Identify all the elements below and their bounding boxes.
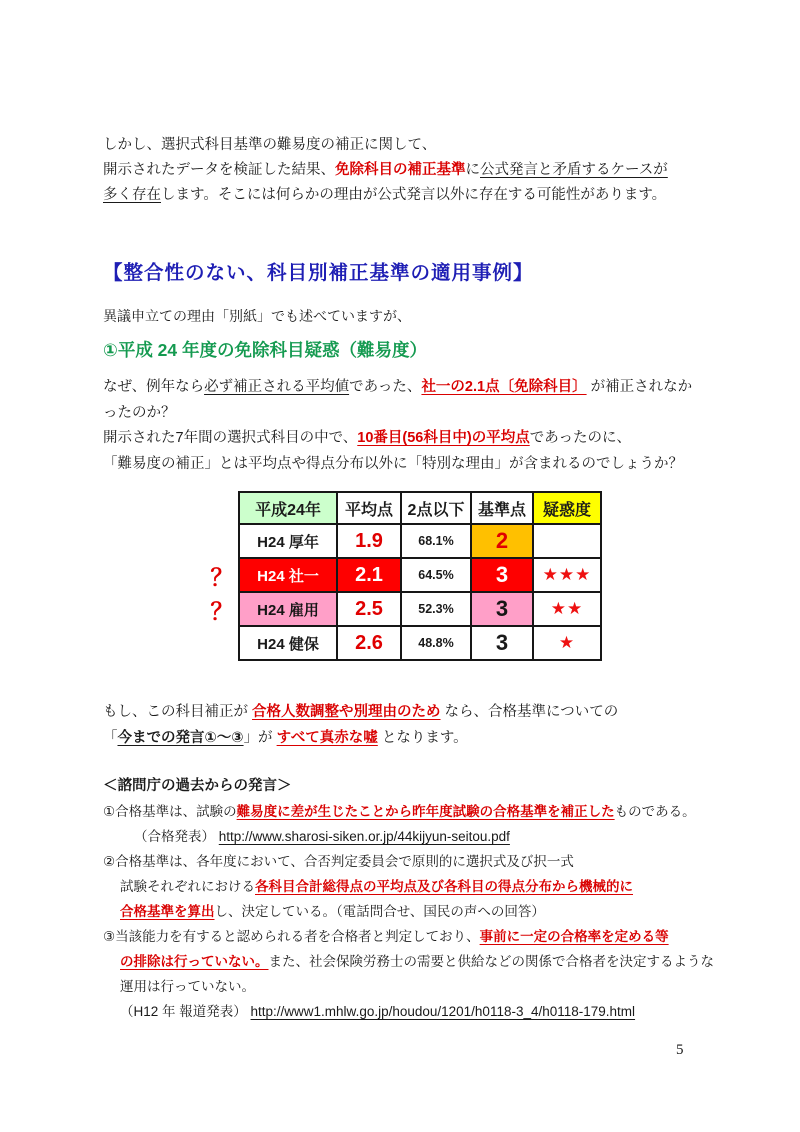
text-line xyxy=(103,158,703,183)
text-segment: 各科目合計総得点の平均点及び各科目の得点分布から機械的に xyxy=(255,879,633,894)
text-line xyxy=(103,375,703,401)
link-url[interactable]: http://www1.mhlw.go.jp/houdou/1201/h0118-3_4/h0118-179.html xyxy=(250,1004,636,1019)
cell-suspicion-stars xyxy=(533,524,601,558)
text-segment: が補正されなか xyxy=(586,379,693,395)
cell-suspicion-stars: ★★★ xyxy=(533,558,601,592)
cell-subject: H24 社一 xyxy=(239,558,337,592)
text-segment: 必ず補正される平均値 xyxy=(204,379,350,395)
text-line xyxy=(103,824,703,849)
text-segment: となります。 xyxy=(377,730,468,746)
question-mark xyxy=(206,626,239,660)
cell-baseline: 3 xyxy=(471,626,533,660)
text-segment: ③当該能力を有すると認められる者を合格者と判定しており、 xyxy=(103,929,480,944)
text-segment: であった、 xyxy=(349,379,422,395)
statements-section xyxy=(103,774,714,1024)
text-segment: 合格人数調整や別理由のため xyxy=(252,704,441,720)
cell-subject: H24 雇用 xyxy=(239,592,337,626)
link-url[interactable]: http://www.sharosi-siken.or.jp/44kijyun-seitou.pdf xyxy=(218,829,510,844)
conclusion-paragraph xyxy=(103,699,703,751)
statements-heading: ＜諮問庁の過去からの発言＞ xyxy=(103,778,292,794)
text-segment: ①合格基準は、試験の xyxy=(103,804,237,819)
text-line xyxy=(103,799,703,824)
text-segment: 社一の2.1点〔免除科目〕 xyxy=(421,379,587,395)
question-mark: ？ xyxy=(210,563,234,590)
page-number: 5 xyxy=(676,1042,684,1058)
col-header-baseline: 基準点 xyxy=(471,492,533,524)
text-segment: し、決定している。（電話問合せ、国民の声への回答） xyxy=(214,904,545,919)
text-segment: すべて真赤な嘘 xyxy=(276,730,378,746)
text-segment: 「難易度の補正」とは平均点や得点分布以外に「特別な理由」が含まれるのでしょうか？ xyxy=(103,455,683,472)
cell-average: 1.9 xyxy=(337,524,401,558)
text-line xyxy=(103,183,703,208)
table-row xyxy=(206,524,601,558)
text-line xyxy=(103,849,703,874)
text-line xyxy=(103,874,703,899)
text-segment: 多く存在 xyxy=(103,187,161,203)
cell-below-2: 64.5% xyxy=(401,558,471,592)
text-segment: 免除科目の補正基準 xyxy=(335,162,466,178)
text-line xyxy=(103,924,703,949)
cell-below-2: 52.3% xyxy=(401,592,471,626)
question-mark-column-header xyxy=(206,492,239,524)
text-segment: に xyxy=(465,162,480,178)
text-segment: 「 xyxy=(103,730,118,746)
text-segment: 合格基準を算出 xyxy=(120,904,215,919)
cell-suspicion-stars: ★ xyxy=(533,626,601,660)
question-paragraph xyxy=(103,375,703,477)
cell-average: 2.5 xyxy=(337,592,401,626)
text-line xyxy=(103,974,703,999)
text-segment: ったのか？ xyxy=(103,404,176,421)
intro-paragraph xyxy=(103,133,703,208)
cell-subject: H24 健保 xyxy=(239,626,337,660)
text-segment: 今までの発言①～③ xyxy=(117,730,244,746)
score-table-wrapper xyxy=(206,491,703,661)
col-header-suspicion: 疑惑度 xyxy=(533,492,601,524)
text-segment: の排除は行っていない。 xyxy=(120,954,269,969)
text-line xyxy=(103,999,703,1024)
table-row xyxy=(206,558,601,592)
cell-subject: H24 厚年 xyxy=(239,524,337,558)
cell-baseline: 3 xyxy=(471,558,533,592)
text-segment: 」が xyxy=(243,730,277,746)
text-line xyxy=(103,426,703,452)
text-segment: もし、この科目補正が xyxy=(103,704,253,720)
text-line xyxy=(103,133,703,158)
text-segment: しかし、選択式科目基準の難易度の補正に関して、 xyxy=(103,137,437,153)
col-header-year: 平成24年 xyxy=(239,492,337,524)
col-header-average: 平均点 xyxy=(337,492,401,524)
text-segment: します。そこには何らかの理由が公式発言以外に存在する可能性があります。 xyxy=(161,187,667,203)
text-segment: ②合格基準は、各年度において、合否判定委員会で原則的に選択式及び択一式 xyxy=(103,854,574,869)
text-segment: なぜ、例年なら xyxy=(103,379,205,395)
text-line xyxy=(103,699,703,725)
sub-heading: ①平成 24 年度の免除科目疑惑（難易度） xyxy=(103,340,428,360)
text-line xyxy=(103,725,703,751)
text-line xyxy=(103,401,703,427)
text-segment: （合格発表） xyxy=(134,829,219,844)
cell-suspicion-stars: ★★ xyxy=(533,592,601,626)
text-line xyxy=(103,899,703,924)
table-row xyxy=(206,626,601,660)
text-segment: 難易度に差が生じたことから昨年度試験の合格基準を補正した xyxy=(236,804,615,819)
text-segment: 運用は行っていない。 xyxy=(120,979,255,994)
text-segment: 開示された7年間の選択式科目の中で、 xyxy=(103,430,358,446)
cell-average: 2.1 xyxy=(337,558,401,592)
text-segment: 事前に一定の合格率を定める等 xyxy=(479,929,669,944)
main-heading: 【整合性のない、科目別補正基準の適用事例】 xyxy=(103,262,534,284)
text-segment: （H12 年 報道発表） xyxy=(120,1004,251,1019)
table-row xyxy=(206,592,601,626)
cell-baseline: 3 xyxy=(471,592,533,626)
text-line xyxy=(103,949,714,974)
statements-body xyxy=(103,799,714,1024)
appeal-note: 異議申立ての理由「別紙」でも述べていますが、 xyxy=(103,308,411,324)
score-table xyxy=(206,491,602,661)
table-header-row xyxy=(206,492,601,524)
cell-below-2: 48.8% xyxy=(401,626,471,660)
text-segment: であったのに、 xyxy=(529,430,632,446)
text-segment: 公式発言と矛盾するケースが xyxy=(480,162,668,178)
question-mark: ？ xyxy=(210,597,234,624)
text-segment: 10番目(56科目中)の平均点 xyxy=(357,430,530,446)
cell-below-2: 68.1% xyxy=(401,524,471,558)
text-segment: 開示されたデータを検証した結果、 xyxy=(103,162,335,178)
text-line xyxy=(103,452,703,478)
question-mark xyxy=(206,524,239,558)
text-segment: また、社会保険労務士の需要と供給などの関係で合格者を決定するような xyxy=(268,954,714,969)
text-segment: 試験それぞれにおける xyxy=(120,879,255,894)
text-segment: なら、合格基準についての xyxy=(440,704,619,720)
cell-baseline: 2 xyxy=(471,524,533,558)
col-header-below-2: 2点以下 xyxy=(401,492,471,524)
text-segment: ものである。 xyxy=(614,804,696,819)
cell-average: 2.6 xyxy=(337,626,401,660)
